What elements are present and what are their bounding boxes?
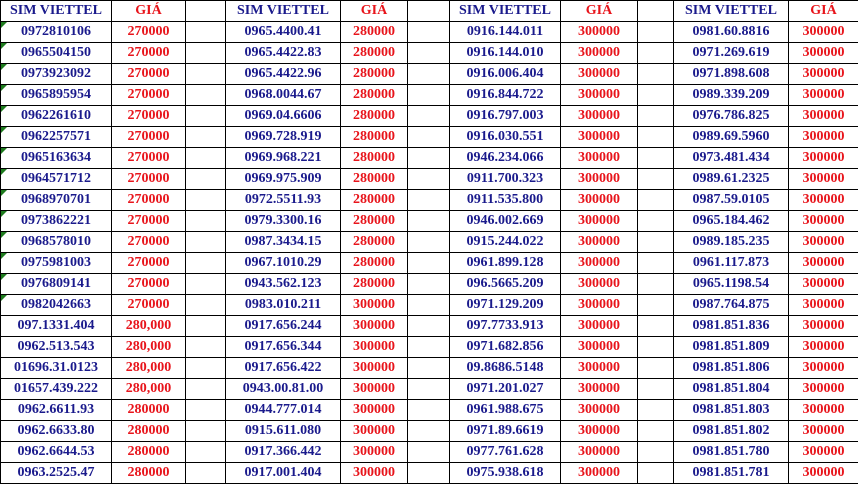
sim-number-cell: 0971.269.619 bbox=[674, 43, 789, 64]
table-row bbox=[1, 169, 858, 190]
price-cell: 300000 bbox=[561, 400, 638, 421]
price-cell: 270000 bbox=[112, 169, 186, 190]
spacer-cell bbox=[186, 442, 226, 463]
price-cell: 300000 bbox=[561, 253, 638, 274]
sim-number-cell: 0965.184.462 bbox=[674, 211, 789, 232]
price-cell: 280000 bbox=[341, 64, 408, 85]
price-cell: 300000 bbox=[341, 358, 408, 379]
spacer-cell bbox=[186, 358, 226, 379]
table-row bbox=[1, 442, 858, 463]
spacer-cell bbox=[638, 1, 674, 22]
price-cell: 300000 bbox=[789, 211, 858, 232]
sim-number-cell: 0965.4422.83 bbox=[226, 43, 341, 64]
spacer-cell bbox=[186, 106, 226, 127]
price-cell: 280,000 bbox=[112, 379, 186, 400]
price-cell: 300000 bbox=[789, 316, 858, 337]
sim-number-cell: 0962.6611.93 bbox=[1, 400, 112, 421]
sim-number-cell: 0969.975.909 bbox=[226, 169, 341, 190]
sim-number-cell: 0965.4400.41 bbox=[226, 22, 341, 43]
spacer-cell bbox=[186, 127, 226, 148]
table-row bbox=[1, 295, 858, 316]
price-cell: 300000 bbox=[341, 400, 408, 421]
price-cell: 300000 bbox=[789, 85, 858, 106]
price-cell: 300000 bbox=[341, 442, 408, 463]
sim-number-cell: 0971.682.856 bbox=[450, 337, 561, 358]
sim-number-cell: 0944.777.014 bbox=[226, 400, 341, 421]
price-cell: 280000 bbox=[112, 421, 186, 442]
table-row bbox=[1, 22, 858, 43]
price-cell: 300000 bbox=[341, 463, 408, 484]
table-row bbox=[1, 148, 858, 169]
table-row bbox=[1, 85, 858, 106]
spacer-cell bbox=[408, 295, 450, 316]
spacer-cell bbox=[186, 337, 226, 358]
spacer-cell bbox=[186, 316, 226, 337]
spacer-cell bbox=[638, 337, 674, 358]
sim-number-cell: 0983.010.211 bbox=[226, 295, 341, 316]
price-cell: 300000 bbox=[789, 169, 858, 190]
price-cell: 270000 bbox=[112, 295, 186, 316]
sim-number-cell: 0916.844.722 bbox=[450, 85, 561, 106]
sim-number-cell: 0962261610 bbox=[1, 106, 112, 127]
header-sim-col3: SIM VIETTEL bbox=[450, 1, 561, 22]
price-cell: 300000 bbox=[789, 148, 858, 169]
sim-number-cell: 0975.938.618 bbox=[450, 463, 561, 484]
price-cell: 300000 bbox=[789, 421, 858, 442]
price-cell: 300000 bbox=[789, 274, 858, 295]
price-cell: 300000 bbox=[561, 316, 638, 337]
sim-number-cell: 0943.00.81.00 bbox=[226, 379, 341, 400]
sim-number-cell: 0915.244.022 bbox=[450, 232, 561, 253]
price-cell: 280000 bbox=[341, 274, 408, 295]
spacer-cell bbox=[186, 232, 226, 253]
sim-number-cell: 0915.611.080 bbox=[226, 421, 341, 442]
sim-number-cell: 0965.4422.96 bbox=[226, 64, 341, 85]
spacer-cell bbox=[408, 400, 450, 421]
spacer-cell bbox=[638, 253, 674, 274]
spacer-cell bbox=[186, 463, 226, 484]
price-cell: 300000 bbox=[789, 379, 858, 400]
spacer-cell bbox=[638, 127, 674, 148]
header-sim-col1: SIM VIETTEL bbox=[1, 1, 112, 22]
spacer-cell bbox=[408, 190, 450, 211]
price-cell: 270000 bbox=[112, 211, 186, 232]
spacer-cell bbox=[186, 211, 226, 232]
sim-number-cell: 0917.656.422 bbox=[226, 358, 341, 379]
price-cell: 280000 bbox=[341, 253, 408, 274]
sim-number-cell: 0968970701 bbox=[1, 190, 112, 211]
spacer-cell bbox=[638, 22, 674, 43]
price-cell: 300000 bbox=[789, 22, 858, 43]
sim-number-cell: 09.8686.5148 bbox=[450, 358, 561, 379]
spacer-cell bbox=[408, 43, 450, 64]
spacer-cell bbox=[408, 148, 450, 169]
price-cell: 280000 bbox=[341, 190, 408, 211]
sim-number-cell: 0981.851.802 bbox=[674, 421, 789, 442]
sim-number-cell: 0911.700.323 bbox=[450, 169, 561, 190]
spacer-cell bbox=[186, 1, 226, 22]
table-row bbox=[1, 421, 858, 442]
spacer-cell bbox=[408, 337, 450, 358]
sim-number-cell: 0911.535.800 bbox=[450, 190, 561, 211]
price-cell: 270000 bbox=[112, 127, 186, 148]
sim-number-cell: 0916.030.551 bbox=[450, 127, 561, 148]
sim-number-cell: 096.5665.209 bbox=[450, 274, 561, 295]
spacer-cell bbox=[186, 274, 226, 295]
price-cell: 300000 bbox=[561, 106, 638, 127]
table-row bbox=[1, 463, 858, 484]
sim-number-cell: 0979.3300.16 bbox=[226, 211, 341, 232]
spacer-cell bbox=[638, 106, 674, 127]
spacer-cell bbox=[408, 463, 450, 484]
sim-number-cell: 01657.439.222 bbox=[1, 379, 112, 400]
spacer-cell bbox=[408, 169, 450, 190]
price-cell: 300000 bbox=[561, 442, 638, 463]
sim-number-cell: 0961.117.873 bbox=[674, 253, 789, 274]
price-cell: 300000 bbox=[561, 337, 638, 358]
sim-number-cell: 0975981003 bbox=[1, 253, 112, 274]
sim-number-cell: 0965895954 bbox=[1, 85, 112, 106]
spacer-cell bbox=[638, 295, 674, 316]
sim-number-cell: 0916.144.011 bbox=[450, 22, 561, 43]
price-cell: 270000 bbox=[112, 253, 186, 274]
spacer-cell bbox=[186, 148, 226, 169]
header-price-col2: GIÁ bbox=[341, 1, 408, 22]
spacer-cell bbox=[186, 85, 226, 106]
spacer-cell bbox=[186, 295, 226, 316]
sim-number-cell: 0962.6644.53 bbox=[1, 442, 112, 463]
header-sim-col4: SIM VIETTEL bbox=[674, 1, 789, 22]
sim-number-cell: 0962.6633.80 bbox=[1, 421, 112, 442]
price-cell: 280000 bbox=[341, 85, 408, 106]
sim-number-cell: 0969.04.6606 bbox=[226, 106, 341, 127]
spacer-cell bbox=[408, 442, 450, 463]
header-sim-col2: SIM VIETTEL bbox=[226, 1, 341, 22]
price-cell: 270000 bbox=[112, 22, 186, 43]
table-row bbox=[1, 211, 858, 232]
sim-number-cell: 0989.339.209 bbox=[674, 85, 789, 106]
sim-number-cell: 0981.851.809 bbox=[674, 337, 789, 358]
sim-number-cell: 0981.851.804 bbox=[674, 379, 789, 400]
spacer-cell bbox=[408, 274, 450, 295]
spacer-cell bbox=[186, 22, 226, 43]
price-cell: 300000 bbox=[561, 169, 638, 190]
price-cell: 300000 bbox=[561, 211, 638, 232]
price-cell: 300000 bbox=[341, 379, 408, 400]
price-cell: 300000 bbox=[561, 43, 638, 64]
price-cell: 300000 bbox=[561, 463, 638, 484]
header-price-col4: GIÁ bbox=[789, 1, 858, 22]
sim-number-cell: 0916.006.404 bbox=[450, 64, 561, 85]
price-cell: 280000 bbox=[112, 400, 186, 421]
price-cell: 300000 bbox=[561, 295, 638, 316]
price-cell: 300000 bbox=[789, 295, 858, 316]
sim-number-cell: 0989.69.5960 bbox=[674, 127, 789, 148]
sim-number-cell: 0982042663 bbox=[1, 295, 112, 316]
spacer-cell bbox=[408, 64, 450, 85]
sim-number-cell: 0968.0044.67 bbox=[226, 85, 341, 106]
table-row bbox=[1, 232, 858, 253]
sim-number-cell: 0971.89.6619 bbox=[450, 421, 561, 442]
price-cell: 280000 bbox=[112, 463, 186, 484]
spacer-cell bbox=[408, 22, 450, 43]
price-cell: 300000 bbox=[561, 22, 638, 43]
price-cell: 270000 bbox=[112, 106, 186, 127]
sim-number-cell: 0969.728.919 bbox=[226, 127, 341, 148]
sim-number-cell: 0964571712 bbox=[1, 169, 112, 190]
table-body bbox=[1, 22, 858, 484]
table-row bbox=[1, 316, 858, 337]
spacer-cell bbox=[638, 169, 674, 190]
price-cell: 300000 bbox=[561, 148, 638, 169]
price-cell: 270000 bbox=[112, 85, 186, 106]
sim-number-cell: 0965.1198.54 bbox=[674, 274, 789, 295]
spacer-cell bbox=[186, 169, 226, 190]
sim-number-cell: 0989.61.2325 bbox=[674, 169, 789, 190]
spacer-cell bbox=[408, 85, 450, 106]
price-cell: 300000 bbox=[341, 295, 408, 316]
sim-number-cell: 0961.899.128 bbox=[450, 253, 561, 274]
price-cell: 280000 bbox=[341, 127, 408, 148]
spacer-cell bbox=[186, 43, 226, 64]
price-cell: 300000 bbox=[341, 337, 408, 358]
price-cell: 300000 bbox=[789, 106, 858, 127]
sim-number-cell: 0917.656.344 bbox=[226, 337, 341, 358]
price-cell: 280000 bbox=[341, 211, 408, 232]
spacer-cell bbox=[638, 358, 674, 379]
sim-number-cell: 0962.513.543 bbox=[1, 337, 112, 358]
sim-number-cell: 0981.851.806 bbox=[674, 358, 789, 379]
price-cell: 280000 bbox=[341, 148, 408, 169]
spacer-cell bbox=[408, 316, 450, 337]
sim-number-cell: 0916.797.003 bbox=[450, 106, 561, 127]
sim-number-cell: 0976809141 bbox=[1, 274, 112, 295]
price-cell: 280,000 bbox=[112, 337, 186, 358]
sim-number-cell: 0965504150 bbox=[1, 43, 112, 64]
sim-number-cell: 0946.234.066 bbox=[450, 148, 561, 169]
sim-number-cell: 0963.2525.47 bbox=[1, 463, 112, 484]
spacer-cell bbox=[408, 106, 450, 127]
spacer-cell bbox=[186, 379, 226, 400]
price-cell: 300000 bbox=[789, 232, 858, 253]
sim-number-cell: 0969.968.221 bbox=[226, 148, 341, 169]
sim-number-cell: 0973.481.434 bbox=[674, 148, 789, 169]
spacer-cell bbox=[638, 463, 674, 484]
table-row bbox=[1, 337, 858, 358]
price-cell: 300000 bbox=[561, 127, 638, 148]
sim-number-cell: 0917.366.442 bbox=[226, 442, 341, 463]
header-price-col3: GIÁ bbox=[561, 1, 638, 22]
spacer-cell bbox=[186, 190, 226, 211]
price-cell: 280,000 bbox=[112, 316, 186, 337]
spacer-cell bbox=[408, 379, 450, 400]
price-cell: 300000 bbox=[561, 64, 638, 85]
sim-number-cell: 0972.5511.93 bbox=[226, 190, 341, 211]
spacer-cell bbox=[638, 379, 674, 400]
sim-number-cell: 0987.3434.15 bbox=[226, 232, 341, 253]
spacer-cell bbox=[638, 43, 674, 64]
header-price-col1: GIÁ bbox=[112, 1, 186, 22]
spacer-cell bbox=[186, 421, 226, 442]
price-cell: 280000 bbox=[341, 22, 408, 43]
spacer-cell bbox=[638, 64, 674, 85]
spacer-cell bbox=[638, 85, 674, 106]
spacer-cell bbox=[408, 1, 450, 22]
table-row bbox=[1, 64, 858, 85]
sim-number-cell: 0946.002.669 bbox=[450, 211, 561, 232]
sim-number-cell: 0971.201.027 bbox=[450, 379, 561, 400]
table-row bbox=[1, 400, 858, 421]
price-cell: 300000 bbox=[561, 232, 638, 253]
price-cell: 270000 bbox=[112, 232, 186, 253]
price-cell: 300000 bbox=[561, 274, 638, 295]
price-cell: 300000 bbox=[789, 358, 858, 379]
sim-number-cell: 0968578010 bbox=[1, 232, 112, 253]
sim-number-cell: 0962257571 bbox=[1, 127, 112, 148]
price-cell: 300000 bbox=[789, 337, 858, 358]
spacer-cell bbox=[638, 190, 674, 211]
table-row bbox=[1, 274, 858, 295]
spacer-cell bbox=[638, 232, 674, 253]
sim-number-cell: 0981.60.8816 bbox=[674, 22, 789, 43]
price-cell: 270000 bbox=[112, 148, 186, 169]
sim-number-cell: 0917.656.244 bbox=[226, 316, 341, 337]
price-cell: 300000 bbox=[561, 421, 638, 442]
spacer-cell bbox=[638, 274, 674, 295]
price-cell: 300000 bbox=[789, 463, 858, 484]
sim-number-cell: 0971.129.209 bbox=[450, 295, 561, 316]
spacer-cell bbox=[408, 253, 450, 274]
price-cell: 280,000 bbox=[112, 358, 186, 379]
sim-number-cell: 097.1331.404 bbox=[1, 316, 112, 337]
sim-number-cell: 0961.988.675 bbox=[450, 400, 561, 421]
spacer-cell bbox=[408, 211, 450, 232]
spacer-cell bbox=[638, 442, 674, 463]
spacer-cell bbox=[638, 400, 674, 421]
table-row bbox=[1, 106, 858, 127]
price-cell: 300000 bbox=[561, 85, 638, 106]
price-cell: 300000 bbox=[789, 43, 858, 64]
table-row bbox=[1, 253, 858, 274]
price-cell: 280000 bbox=[112, 442, 186, 463]
price-cell: 300000 bbox=[789, 190, 858, 211]
spacer-cell bbox=[186, 400, 226, 421]
spacer-cell bbox=[408, 127, 450, 148]
price-cell: 280000 bbox=[341, 106, 408, 127]
spacer-cell bbox=[186, 64, 226, 85]
spacer-cell bbox=[638, 211, 674, 232]
table-row bbox=[1, 358, 858, 379]
sim-number-cell: 0973862221 bbox=[1, 211, 112, 232]
price-cell: 300000 bbox=[561, 190, 638, 211]
table-row bbox=[1, 379, 858, 400]
price-cell: 270000 bbox=[112, 43, 186, 64]
price-cell: 270000 bbox=[112, 190, 186, 211]
price-cell: 280000 bbox=[341, 169, 408, 190]
sim-number-cell: 0917.001.404 bbox=[226, 463, 341, 484]
table-row bbox=[1, 43, 858, 64]
sim-number-cell: 0989.185.235 bbox=[674, 232, 789, 253]
sim-number-cell: 0967.1010.29 bbox=[226, 253, 341, 274]
price-cell: 270000 bbox=[112, 274, 186, 295]
spacer-cell bbox=[638, 421, 674, 442]
sim-number-cell: 0987.59.0105 bbox=[674, 190, 789, 211]
sim-number-cell: 0981.851.781 bbox=[674, 463, 789, 484]
price-cell: 300000 bbox=[789, 400, 858, 421]
sim-number-cell: 0976.786.825 bbox=[674, 106, 789, 127]
price-cell: 300000 bbox=[789, 253, 858, 274]
price-cell: 300000 bbox=[789, 64, 858, 85]
sim-number-cell: 0981.851.803 bbox=[674, 400, 789, 421]
sim-number-cell: 0965163634 bbox=[1, 148, 112, 169]
sim-number-cell: 0981.851.836 bbox=[674, 316, 789, 337]
spacer-cell bbox=[638, 316, 674, 337]
price-cell: 300000 bbox=[789, 442, 858, 463]
spacer-cell bbox=[408, 232, 450, 253]
price-cell: 300000 bbox=[561, 379, 638, 400]
sim-number-cell: 0977.761.628 bbox=[450, 442, 561, 463]
header-row bbox=[1, 1, 858, 22]
price-cell: 300000 bbox=[341, 316, 408, 337]
sim-number-cell: 0973923092 bbox=[1, 64, 112, 85]
price-cell: 300000 bbox=[789, 127, 858, 148]
spacer-cell bbox=[408, 421, 450, 442]
sim-number-cell: 0943.562.123 bbox=[226, 274, 341, 295]
spacer-cell bbox=[638, 148, 674, 169]
sim-number-cell: 01696.31.0123 bbox=[1, 358, 112, 379]
sim-number-cell: 0987.764.875 bbox=[674, 295, 789, 316]
table-row bbox=[1, 127, 858, 148]
table-row bbox=[1, 190, 858, 211]
sim-number-cell: 097.7733.913 bbox=[450, 316, 561, 337]
price-cell: 280000 bbox=[341, 232, 408, 253]
price-cell: 300000 bbox=[341, 421, 408, 442]
price-cell: 300000 bbox=[561, 358, 638, 379]
price-cell: 280000 bbox=[341, 43, 408, 64]
price-cell: 270000 bbox=[112, 64, 186, 85]
spacer-cell bbox=[186, 253, 226, 274]
sim-number-cell: 0916.144.010 bbox=[450, 43, 561, 64]
spacer-cell bbox=[408, 358, 450, 379]
sim-number-cell: 0971.898.608 bbox=[674, 64, 789, 85]
sim-number-cell: 0981.851.780 bbox=[674, 442, 789, 463]
sim-number-cell: 0972810106 bbox=[1, 22, 112, 43]
